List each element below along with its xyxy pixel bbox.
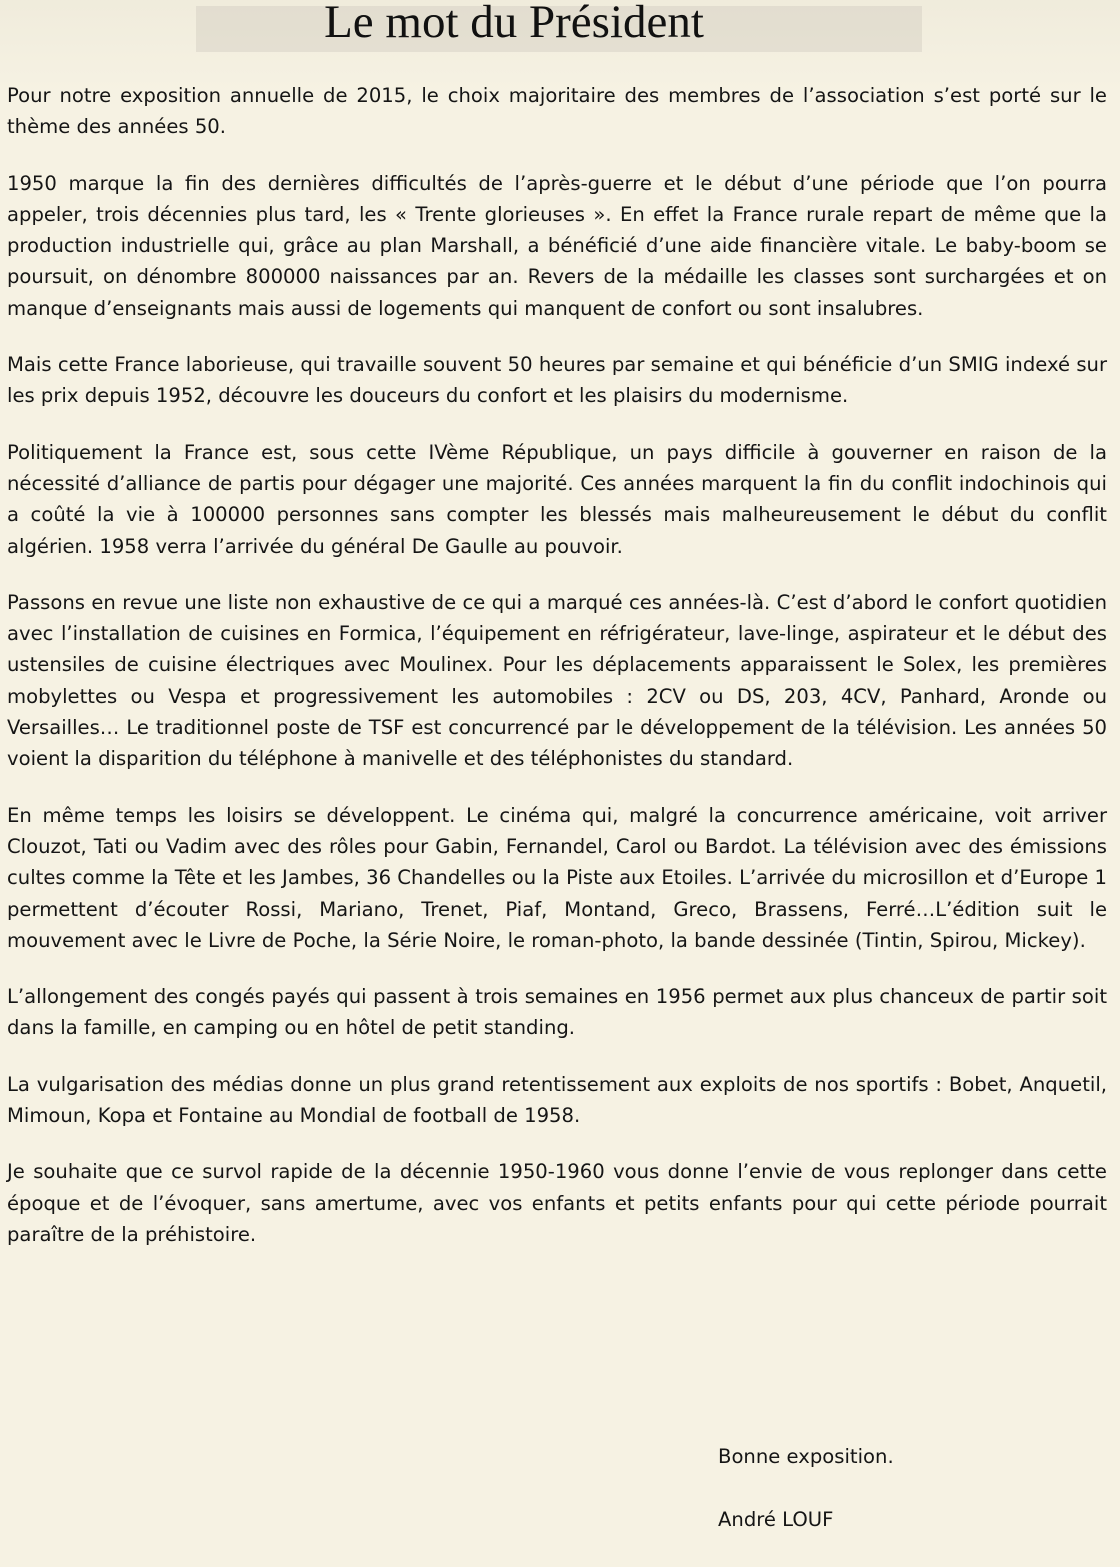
paragraph-modernism: Mais cette France laborieuse, qui travaille souvent 50 heures par semaine et qui bénéficie d’un SMIG indexé sur les prix depuis 1952, découvre les douceurs du confort et les plaisirs du modernisme. — [7, 353, 1107, 408]
paragraph-leisure: En même temps les loisirs se développent. Le cinéma qui, malgré la concurrence américaine, voit arriver Clouzot, Tati ou Vadim avec des rôles pour Gabin, Fernandel, Carol ou Bardot. La télévision avec des émissions cultes comme la Tête et les Jambes, 36 Chandelles ou la Piste aux Etoiles. L’arrivée du microsillon et d’Europe 1 permettent d’écouter Rossi, Mariano, Trenet, Piaf, Montand, Greco, Brassens, Ferré…L’édition suit le mouvement avec le Livre de Poche, la Série Noire, le roman-photo, la bande dessinée (Tintin, Spirou, Mickey). — [7, 803, 1107, 952]
paragraph-conclusion: Je souhaite que ce survol rapide de la décennie 1950-1960 vous donne l’envie de vous replonger dans cette époque et de l’évoquer, sans amertume, avec vos enfants et petits enfants pour qui cette période pourrait paraître de la préhistoire. — [7, 1160, 1107, 1246]
author-name: André LOUF — [718, 1508, 834, 1531]
closing-line: Bonne exposition. — [718, 1445, 894, 1468]
paragraph-sports: La vulgarisation des médias donne un plus grand retentissement aux exploits de nos sportifs : Bobet, Anquetil, Mimoun, Kopa et Fontaine au Mondial de football de 1958. — [7, 1072, 1107, 1128]
paragraph-postwar: 1950 marque la fin des dernières difficultés de l’après-guerre et le début d’une période que l’on pourra appeler, trois décennies plus tard, les « Trente glorieuses ». En effet la France rurale repart de même que la production industrielle qui, grâce au plan Marshall, a bénéficié d’une aide financière vitale. Le baby-boom se poursuit, on dénombre 800000 naissances par an. Revers de la médaille les classes sont surchargées et on manque d’enseignants mais aussi de logements qui manquent de confort ou sont insalubres. — [7, 171, 1107, 320]
paragraph-intro: Pour notre exposition annuelle de 2015, le choix majoritaire des membres de l’association s’est porté sur le thème des années 50. — [7, 84, 1107, 139]
paragraph-holidays: L’allongement des congés payés qui passent à trois semaines en 1956 permet aux plus chanceux de partir soit dans la famille, en camping ou en hôtel de petit standing. — [7, 985, 1107, 1040]
signature-block — [718, 1441, 894, 1567]
article-body — [7, 80, 1107, 1275]
page-title: Le mot du Président — [324, 0, 704, 48]
paragraph-politics: Politiquement la France est, sous cette IVème République, un pays difficile à gouverner en raison de la nécessité d’alliance de partis pour dégager une majorité. Ces années marquent la fin du conflit indochinois qui a coûté la vie à 100000 personnes sans compter les blessés mais malheureusement le début du conflit algérien. 1958 verra l’arrivée du général De Gaulle au pouvoir. — [7, 440, 1107, 558]
paragraph-comfort: Passons en revue une liste non exhaustive de ce qui a marqué ces années-là. C’est d’abord le confort quotidien avec l’installation de cuisines en Formica, l’équipement en réfrigérateur, lave-linge, aspirateur et le début des ustensiles de cuisine électriques avec Moulinex. Pour les déplacements apparaissent le Solex, les premières mobylettes ou Vespa et progressivement les automobiles : 2CV ou DS, 203, 4CV, Panhard, Aronde ou Versailles… Le traditionnel poste de TSF est concurrencé par le développement de la télévision. Les années 50 voient la disparition du téléphone à manivelle et des téléphonistes du standard. — [7, 590, 1107, 771]
